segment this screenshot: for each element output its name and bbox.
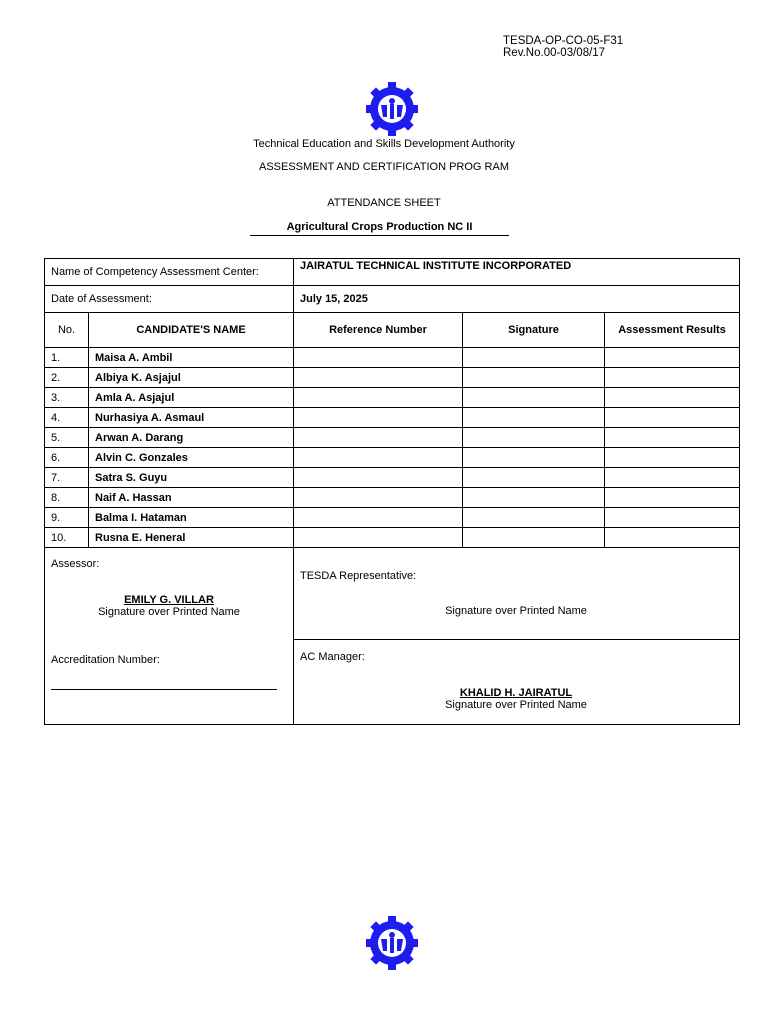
header-reference-number: Reference Number bbox=[294, 313, 463, 348]
row-number: 10. bbox=[45, 528, 89, 548]
row-number: 7. bbox=[45, 468, 89, 488]
row-number: 1. bbox=[45, 348, 89, 368]
assessment-result-cell bbox=[605, 508, 740, 528]
reference-number-cell bbox=[294, 488, 463, 508]
candidate-name: Nurhasiya A. Asmaul bbox=[89, 408, 294, 428]
reference-number-cell bbox=[294, 408, 463, 428]
table-row bbox=[45, 488, 740, 508]
reference-number-cell bbox=[294, 508, 463, 528]
signature-cell bbox=[463, 368, 605, 388]
reference-number-cell bbox=[294, 528, 463, 548]
candidate-name: Albiya K. Asjajul bbox=[89, 368, 294, 388]
candidate-name: Maisa A. Ambil bbox=[89, 348, 294, 368]
reference-number-cell bbox=[294, 428, 463, 448]
signature-cell bbox=[463, 388, 605, 408]
candidate-name: Naif A. Hassan bbox=[89, 488, 294, 508]
attendance-table bbox=[44, 258, 740, 725]
signature-cell bbox=[463, 508, 605, 528]
qualification-title: Agricultural Crops Production NC II bbox=[250, 221, 509, 236]
table-row bbox=[45, 348, 740, 368]
reference-number-cell bbox=[294, 368, 463, 388]
ac-manager-label: AC Manager: bbox=[300, 651, 365, 663]
row-number: 5. bbox=[45, 428, 89, 448]
signatures-row bbox=[45, 548, 740, 725]
sheet-title: ATTENDANCE SHEET bbox=[327, 197, 441, 209]
signature-cell bbox=[463, 488, 605, 508]
assessment-result-cell bbox=[605, 468, 740, 488]
document-reference bbox=[503, 35, 623, 59]
candidate-name: Arwan A. Darang bbox=[89, 428, 294, 448]
center-value: JAIRATUL TECHNICAL INSTITUTE INCORPORATED bbox=[294, 259, 740, 286]
table-row bbox=[45, 368, 740, 388]
candidate-name: Alvin C. Gonzales bbox=[89, 448, 294, 468]
reference-number-cell bbox=[294, 448, 463, 468]
signature-cell bbox=[463, 468, 605, 488]
signature-cell bbox=[463, 348, 605, 368]
tesda-rep-label: TESDA Representative: bbox=[300, 570, 417, 582]
assessment-result-cell bbox=[605, 388, 740, 408]
signature-cell bbox=[463, 428, 605, 448]
candidate-name: Amla A. Asjajul bbox=[89, 388, 294, 408]
assessment-date-row bbox=[45, 286, 740, 313]
assessment-result-cell bbox=[605, 408, 740, 428]
form-code: TESDA-OP-CO-05-F31 bbox=[503, 35, 624, 47]
table-row bbox=[45, 528, 740, 548]
table-row bbox=[45, 388, 740, 408]
date-value: July 15, 2025 bbox=[294, 286, 740, 313]
assessor-label: Assessor: bbox=[51, 558, 100, 570]
candidate-name: Satra S. Guyu bbox=[89, 468, 294, 488]
signature-cell bbox=[463, 408, 605, 428]
row-number: 6. bbox=[45, 448, 89, 468]
accreditation-number-line bbox=[51, 689, 277, 690]
accreditation-label: Accreditation Number: bbox=[51, 654, 160, 666]
header-no: No. bbox=[45, 313, 89, 348]
assessment-result-cell bbox=[605, 528, 740, 548]
header-candidate-name: CANDIDATE'S NAME bbox=[89, 313, 294, 348]
signature-cell bbox=[463, 448, 605, 468]
table-row bbox=[45, 508, 740, 528]
candidate-name: Balma I. Hataman bbox=[89, 508, 294, 528]
assessor-block bbox=[45, 548, 294, 725]
assessment-result-cell bbox=[605, 348, 740, 368]
date-label: Date of Assessment: bbox=[45, 286, 294, 313]
row-number: 3. bbox=[45, 388, 89, 408]
ac-manager-sig-caption: Signature over Printed Name bbox=[445, 699, 587, 711]
tesda-footer-logo-icon bbox=[359, 916, 425, 970]
assessor-name: EMILY G. VILLAR bbox=[124, 594, 214, 606]
row-number: 2. bbox=[45, 368, 89, 388]
tesda-logo-icon bbox=[359, 82, 425, 136]
tesda-rep-sig-caption: Signature over Printed Name bbox=[445, 605, 587, 617]
reference-number-cell bbox=[294, 468, 463, 488]
center-label: Name of Competency Assessment Center: bbox=[45, 259, 294, 286]
reference-number-cell bbox=[294, 388, 463, 408]
ac-manager-name: KHALID H. JAIRATUL bbox=[459, 687, 573, 699]
table-row bbox=[45, 448, 740, 468]
representatives-block bbox=[294, 548, 740, 725]
table-row bbox=[45, 408, 740, 428]
table-row bbox=[45, 468, 740, 488]
candidate-name: Rusna E. Heneral bbox=[89, 528, 294, 548]
row-number: 8. bbox=[45, 488, 89, 508]
row-number: 9. bbox=[45, 508, 89, 528]
reference-number-cell bbox=[294, 348, 463, 368]
assessment-result-cell bbox=[605, 448, 740, 468]
assessment-result-cell bbox=[605, 488, 740, 508]
assessor-sig-caption: Signature over Printed Name bbox=[98, 606, 240, 618]
org-name: Technical Education and Skills Development Authority bbox=[253, 138, 515, 150]
table-row bbox=[45, 428, 740, 448]
assessment-result-cell bbox=[605, 368, 740, 388]
block-divider bbox=[294, 639, 739, 640]
row-number: 4. bbox=[45, 408, 89, 428]
assessment-result-cell bbox=[605, 428, 740, 448]
program-title: ASSESSMENT AND CERTIFICATION PROG RAM bbox=[259, 161, 509, 173]
signature-cell bbox=[463, 528, 605, 548]
header-signature: Signature bbox=[463, 313, 605, 348]
revision-number: Rev.No.00-03/08/17 bbox=[503, 47, 606, 59]
assessment-center-row bbox=[45, 259, 740, 286]
header-assessment-results: Assessment Results bbox=[605, 313, 740, 348]
table-header-row bbox=[45, 313, 740, 348]
